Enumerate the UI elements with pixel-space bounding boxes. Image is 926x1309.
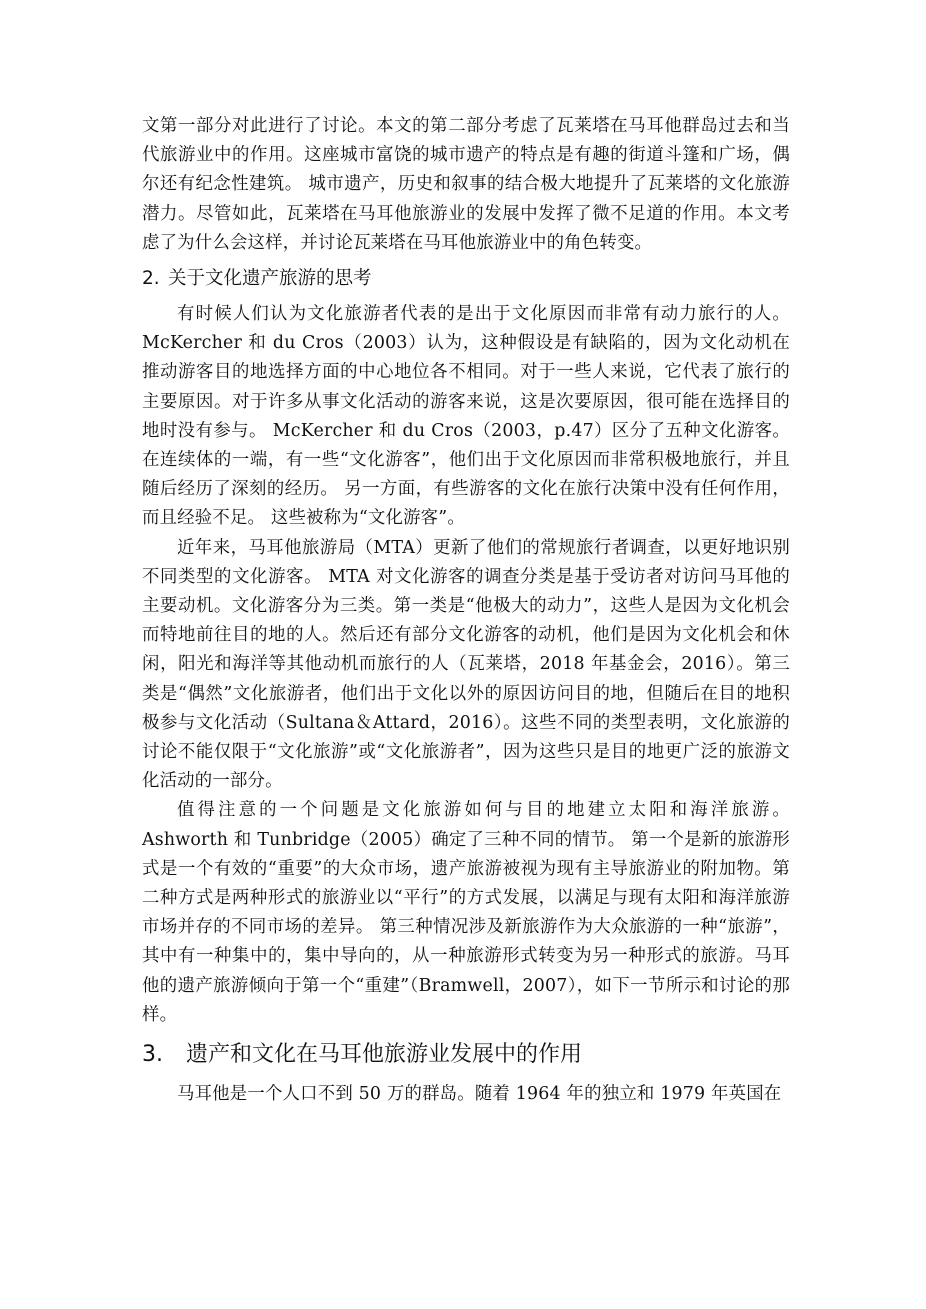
- section-3-heading: [142, 1038, 790, 1072]
- section-2-paragraph-1: 有时候人们认为文化旅游者代表的是出于文化原因而非常有动力旅行的人。McKercher 和 du Cros（2003）认为，这种假设是有缺陷的，因为文化动机在推动游客目的地选择方面的中心地位各不相同。对于一些人来说，它代表了旅行的主要原因。对于许多从事文化活动的游客来说，这是次要原因，很可能在选择目的地时没有参与。 McKercher 和 du Cros（2003，p.47）区分了五种文化游客。在连续体的一端，有一些“文化游客”，他们出于文化原因而非常积极地旅行，并且随后经历了深刻的经历。 另一方面，有些游客的文化在旅行决策中没有任何作用，而且经验不足。 这些被称为“文化游客”。: [142, 304, 790, 529]
- section-2-paragraph-3: 值得注意的一个问题是文化旅游如何与目的地建立太阳和海洋旅游。Ashworth 和 Tunbridge（2005）确定了三种不同的情节。 第一个是新的旅游形式是一个有效的“重要”的大众市场，遗产旅游被视为现有主导旅游业的附加物。第二种方式是两种形式的旅游业以“平行”的方式发展，以满足与现有太阳和海洋旅游市场并存的不同市场的差异。 第三种情况涉及新旅游作为大众旅游的一种“旅游”，其中有一种集中的，集中导向的，从一种旅游形式转变为另一种形式的旅游。马耳他的遗产旅游倾向于第一个“重建”（Bramwell，2007），如下一节所示和讨论的那样。: [142, 800, 790, 1025]
- section-3-paragraph-1: 马耳他是一个人口不到 50 万的群岛。随着 1964 年的独立和 1979 年英国在: [177, 1084, 782, 1105]
- section-3-title: 遗产和文化在马耳他旅游业发展中的作用: [186, 1042, 583, 1068]
- intro-paragraph: 文第一部分对此进行了讨论。本文的第二部分考虑了瓦莱塔在马耳他群岛过去和当代旅游业中的作用。这座城市富饶的城市遗产的特点是有趣的街道斗篷和广场，偶尔还有纪念性建筑。 城市遗产，历史和叙事的结合极大地提升了瓦莱塔的文化旅游潜力。尽管如此，瓦莱塔在马耳他旅游业的发展中发挥了微不足道的作用。本文考虑了为什么会这样，并讨论瓦莱塔在马耳他旅游业中的角色转变。: [142, 116, 790, 253]
- document-page: [142, 112, 790, 1109]
- section-2-paragraph-2: 近年来，马耳他旅游局（MTA）更新了他们的常规旅行者调查，以更好地识别不同类型的文化游客。 MTA 对文化游客的调查分类是基于受访者对访问马耳他的主要动机。文化游客分为三类。第一类是“他极大的动力”，这些人是因为文化机会而特地前往目的地的人。然后还有部分文化游客的动机，他们是因为文化机会和休闲，阳光和海洋等其他动机而旅行的人（瓦莱塔，2018 年基金会，2016）。第三类是“偶然”文化旅游者，他们出于文化以外的原因访问目的地，但随后在目的地积极参与文化活动（Sultana＆Attard，2016）。这些不同的类型表明，文化旅游的讨论不能仅限于“文化旅游”或“文化旅游者”，因为这些只是目的地更广泛的旅游文化活动的一部分。: [142, 537, 790, 792]
- section-2-number: 2.: [142, 268, 160, 290]
- section-2-title: 关于文化遗产旅游的思考: [168, 268, 372, 290]
- section-3-number: 3.: [142, 1042, 163, 1068]
- section-2-heading: [142, 264, 790, 294]
